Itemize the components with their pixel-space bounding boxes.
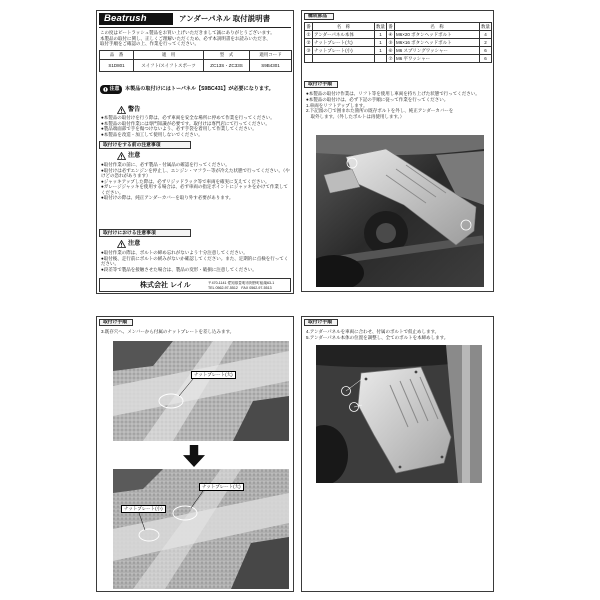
intro-line: 取付手順をご確認の上、作業を行ってください。: [100, 41, 199, 46]
photo-member-before: [113, 341, 289, 441]
panel-bolt: [415, 371, 418, 374]
callout-nut-plate-large: ナットプレート(大): [199, 483, 244, 491]
section-header-before-install: 取付けをする前の注意事項: [99, 141, 191, 149]
panel-bolt: [365, 378, 368, 381]
intro-line: この度はビートラッシュ製品をお買い上げいただきまして誠にありがとうございます。: [100, 30, 275, 35]
caution-title: 注意: [128, 240, 141, 247]
warning-item: ●本製品の取付けを行う際は、必ず車両を安全な場所に停めて作業を行ってください。: [101, 115, 275, 120]
procedure-steps: [306, 329, 491, 341]
application-code: S9B4301: [250, 60, 292, 72]
part-qty: [375, 55, 387, 63]
document-title: アンダーパネル 取付説明書: [179, 14, 271, 23]
caution-triangle-icon: [117, 152, 126, 160]
header-cell: 数量: [376, 23, 385, 29]
page-parts-and-step-1: [301, 10, 494, 292]
warning-list: [101, 115, 291, 138]
during-install-list: [101, 250, 291, 276]
parts-row: [305, 55, 492, 63]
caution-item: ●取付作業の前に、必ず製品・付属品の確認を行ってください。: [101, 162, 230, 167]
parts-title: 構成部品: [304, 13, 334, 20]
header-divider: [99, 27, 291, 28]
part-name: アンダーパネル本体: [313, 31, 375, 39]
procedure-title: 取付け手順: [99, 319, 133, 326]
caution-triangle-icon: [117, 240, 126, 248]
photo-underbody-before: [316, 135, 484, 287]
part-no: ④: [388, 31, 393, 37]
engine-component-center: [376, 223, 396, 243]
header-cell: 品 番: [100, 51, 134, 60]
page-step-4-5: [301, 316, 494, 592]
photo-installed-panel: [316, 345, 482, 483]
product-table-header: [100, 51, 292, 60]
callout-nut-plate-large: ナットプレート(大): [191, 371, 236, 379]
vehicle-name: スイフト/スイフトスポーツ: [134, 60, 204, 72]
parts-row: [305, 39, 492, 47]
caution-item: ●取付作業の際は、ボルトの締め忘れがないよう十分注意してください。: [101, 250, 248, 255]
product-table: [99, 50, 292, 72]
part-qty: 6: [480, 47, 492, 55]
procedure-line: 4.アンダーパネルを車両に合わせ、付属のボルトで仮止めします。: [306, 329, 440, 334]
procedure-line: 5.アンダーパネル本体の位置を調整し、全てのボルトを本締めします。: [306, 334, 449, 340]
parts-row: [305, 31, 492, 39]
caution-item: ●取付けの際は、純正アンダーカバーを取り外す必要があります。: [101, 195, 234, 200]
part-no: ①: [306, 31, 311, 37]
warning-item: ●本製品の取付作業には専門知識が必要です。取付けは専門店にて行ってください。: [101, 120, 270, 126]
header-cell: 型 式: [204, 51, 250, 60]
part-qty: 1: [375, 47, 387, 55]
part-no: ②: [306, 39, 311, 45]
part-name: ナットプレート(大): [313, 39, 375, 47]
part-qty: 2: [480, 39, 492, 47]
part-no: ⑦: [388, 55, 393, 61]
warning-item: ●製品端面部で手を傷つけないよう、必ず手袋を着用して作業してください。: [101, 126, 257, 131]
part-qty: 1: [375, 39, 387, 47]
part-no: ③: [306, 47, 311, 53]
installed-panel-photo-graphic: [316, 345, 482, 483]
notice-badge-label: 注意: [109, 86, 120, 92]
header-cell: 番: [388, 23, 393, 29]
caution-item: ●取付けは必ずエンジンを停止し、エンジン・マフラー等が冷えた状態で行ってください。（やけどの恐れがあります）: [101, 167, 290, 178]
company-name: 株式会社 レイル: [140, 282, 191, 289]
company-address: [208, 281, 290, 290]
part-name: M6 平ワッシャー: [395, 55, 480, 63]
part-name: [313, 55, 375, 63]
part-name: M6×16 ボタンヘッドボルト: [395, 39, 480, 47]
underbody-photo-graphic: [316, 135, 484, 287]
notice-badge: [100, 85, 122, 94]
header-cell: 適 用: [134, 51, 204, 60]
part-number: S1D801: [100, 60, 134, 72]
procedure-line: ●本製品の取付けは、必ず下記の手順に従って作業を行ってください。: [306, 96, 449, 102]
page-cover: [96, 10, 294, 294]
model-code: ZC13S・ZC33S: [204, 60, 250, 72]
intro-line: 本製品の取付に関し、正しくご理解いただくため、必ず本説明書をお読みいただき、: [100, 35, 271, 41]
procedure-title: 取付け手順: [304, 319, 338, 326]
photo-member-after: [113, 469, 289, 589]
header-cell: 適用コード: [250, 51, 292, 60]
warning-title: 警告: [128, 106, 141, 113]
intro-text: [100, 30, 290, 47]
procedure-line: 1.車両をリフトアップします。: [306, 102, 368, 108]
procedure-line: ●本製品の取付け作業は、リフト等を使用し車両を持ち上げた状態で行ってください。: [306, 91, 480, 96]
procedure-line: 取外します。（外したボルトは再使用します。）: [306, 114, 405, 120]
part-no: ⑥: [388, 47, 393, 53]
part-qty: 1: [375, 31, 387, 39]
address-line: 〒470-1141 愛知県豊明市阿野町稲葉63-1: [208, 281, 275, 285]
part-no: ⑤: [388, 39, 393, 45]
company-footer: [99, 278, 291, 292]
page-step-3: [96, 316, 294, 592]
member-photo-graphic: [113, 341, 289, 441]
arrow-down-icon: [181, 445, 207, 467]
callout-nut-plate-small: ナットプレート(小): [121, 505, 166, 513]
procedure-line: 2.下記図の〇で囲まれた箇所の既存ボルトを外し、純正アンダーカバーを: [306, 108, 454, 114]
product-table-row: [100, 60, 292, 72]
address-line: TEL 0562-97-5512 FAX 0562-97-5513: [208, 285, 272, 290]
brand-logo: [99, 13, 173, 25]
before-install-list: [101, 162, 291, 220]
part-qty: 4: [480, 31, 492, 39]
info-circle-icon: [103, 87, 108, 92]
caution-item: ●ガレージジャッキを使用する場合は、必ず車両の指定ポイントにジャッキをかけて作業してください。: [101, 184, 288, 195]
warning-triangle-icon: [117, 106, 126, 114]
header-cell: 番: [306, 23, 311, 29]
parts-table: [304, 22, 492, 63]
parts-row: [305, 47, 492, 55]
procedure-steps: [306, 91, 491, 121]
lift-post: [462, 345, 470, 483]
panel-bolt: [399, 466, 402, 469]
procedure-line: 3.既存穴へ、メンバーから付属のナットプレートを差し込みます。: [101, 329, 235, 334]
panel-bolt: [441, 456, 444, 459]
part-name: M6 スプリングワッシャー: [395, 47, 480, 55]
part-no: [305, 55, 313, 63]
part-name: M6×20 ボタンヘッドボルト: [395, 31, 480, 39]
part-name: ナットプレート(小): [313, 47, 375, 55]
caution-title: 注意: [128, 152, 141, 159]
brand-logo-text: Beatrush: [104, 13, 147, 24]
caution-item: ●ジャッキアップした際は、必ずリジッドラック等で車両を確実に支えてください。: [101, 178, 270, 184]
warning-item: ●本製品を改造・加工して使用しないでください。: [101, 131, 203, 137]
parts-table-header: [305, 23, 492, 31]
section-header-during-install: 取付けにおける注意事項: [99, 229, 191, 237]
header-cell: 名 称: [395, 23, 480, 31]
header-cell: 名 称: [313, 23, 375, 31]
part-qty: 6: [480, 55, 492, 63]
caution-item: ●段差等で製品を接触させた場合は、製品の変形・破損に注意してください。: [101, 266, 257, 272]
procedure-title: 取付け手順: [304, 81, 338, 88]
header-cell: 数量: [481, 23, 490, 29]
caution-item: ●取付後、走行前にボルトの緩みがないか確認してください。また、定期的に点検を行ってください。: [101, 255, 289, 266]
notice-text: 本製品の取付けにはトーパネル【S9BC431】が必要になります。: [125, 86, 274, 92]
